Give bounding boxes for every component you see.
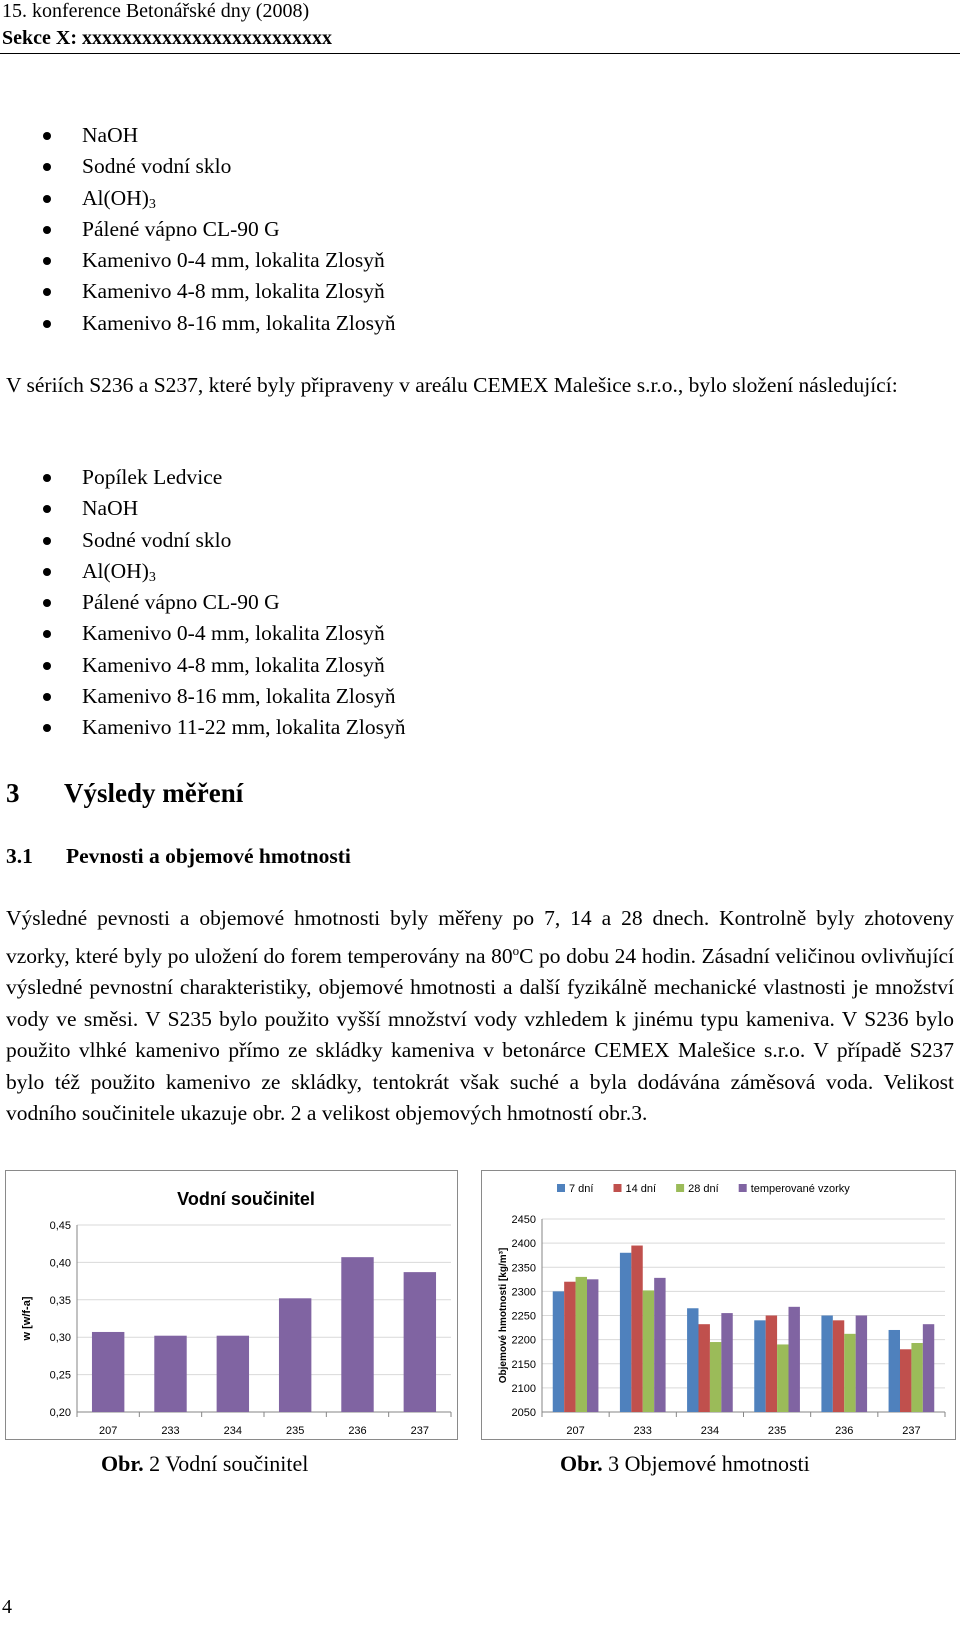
- x-tick-label: 235: [285, 1425, 305, 1437]
- bullet-icon: [43, 288, 51, 296]
- list-item-text: Kamenivo 11-22 mm, lokalita Zlosyň: [82, 715, 406, 740]
- figure-3-number: 3: [608, 1451, 620, 1476]
- bullet-icon: [43, 724, 51, 732]
- y-tick-label: 2450: [511, 1214, 536, 1226]
- list-item-text: Popílek Ledvice: [82, 465, 223, 489]
- list-item: [0, 120, 396, 151]
- bar: [923, 1324, 934, 1412]
- list-item: [0, 245, 396, 276]
- section-header: Sekce X: xxxxxxxxxxxxxxxxxxxxxxxxx: [2, 27, 332, 49]
- subscript: 3: [148, 196, 156, 212]
- bar: [643, 1290, 654, 1412]
- list-item-text: NaOH: [82, 496, 139, 521]
- bullet-icon: [43, 257, 51, 265]
- bar: [654, 1278, 665, 1412]
- bar: [576, 1277, 587, 1412]
- y-tick-label: 0,30: [49, 1332, 71, 1345]
- bar: [721, 1313, 732, 1412]
- density-chart-svg: [482, 1171, 955, 1439]
- x-tick-label: 236: [835, 1425, 854, 1437]
- y-tick-label: 0,25: [49, 1369, 71, 1382]
- x-tick-label: 235: [767, 1425, 787, 1437]
- bar: [553, 1291, 564, 1412]
- bar: [889, 1330, 900, 1412]
- y-axis-label: w [w/f-a]: [21, 1296, 33, 1341]
- subsection-title: Pevnosti a objemové hmotnosti: [66, 844, 351, 868]
- legend-swatch: [614, 1184, 622, 1192]
- section-title: Výsledy měření: [64, 778, 244, 808]
- bar: [564, 1282, 575, 1412]
- bar: [833, 1320, 844, 1412]
- list-item-text: Sodné vodní sklo: [82, 527, 232, 552]
- figure-3-caption: [560, 1451, 810, 1477]
- bar: [154, 1336, 186, 1412]
- section-heading: [6, 778, 243, 809]
- y-tick-label: 2150: [511, 1358, 536, 1371]
- y-tick-label: 2250: [511, 1310, 536, 1323]
- list-item: [0, 183, 396, 214]
- y-tick-label: 2200: [511, 1334, 536, 1347]
- materials-list-2: [0, 462, 405, 744]
- bar: [92, 1332, 124, 1412]
- bar: [754, 1320, 765, 1412]
- figure-2-label: Obr.: [101, 1451, 144, 1476]
- water-ratio-chart-svg: [6, 1171, 457, 1439]
- list-item-text: NaOH: [82, 123, 139, 147]
- bullet-icon: [43, 195, 51, 203]
- section-number: 3: [6, 778, 20, 808]
- bullet-icon: [43, 226, 51, 234]
- legend-label: temperované vzorky: [750, 1183, 850, 1195]
- bar: [856, 1316, 867, 1413]
- list-item: [0, 587, 405, 618]
- bar: [844, 1334, 855, 1412]
- x-tick-label: 207: [566, 1425, 585, 1437]
- y-tick-label: 0,40: [49, 1257, 71, 1270]
- y-tick-label: 2100: [511, 1382, 536, 1395]
- x-tick-label: 233: [161, 1425, 180, 1437]
- list-item-text: Pálené vápno CL-90 G: [82, 216, 280, 241]
- x-tick-label: 234: [223, 1425, 243, 1437]
- y-tick-label: 2350: [511, 1262, 536, 1275]
- figure-2-number: 2: [149, 1451, 161, 1476]
- subscript: 3: [148, 569, 156, 585]
- list-item-text: Kamenivo 4-8 mm, lokalita Zlosyň: [82, 652, 385, 677]
- bar: [279, 1298, 311, 1412]
- list-item: [0, 493, 405, 524]
- figure-2-text: Vodní součinitel: [165, 1451, 309, 1476]
- bar: [404, 1272, 436, 1412]
- conference-header: 15. konference Betonářské dny (2008): [2, 0, 310, 22]
- list-item-text: Kamenivo 0-4 mm, lokalita Zlosyň: [82, 248, 385, 273]
- x-tick-label: 237: [902, 1425, 921, 1437]
- bar: [766, 1316, 777, 1413]
- bar: [217, 1336, 249, 1412]
- bullet-icon: [43, 662, 51, 670]
- results-paragraph: [6, 903, 954, 1130]
- legend-swatch: [557, 1184, 565, 1192]
- list-item: [0, 276, 396, 307]
- y-tick-label: 2300: [511, 1286, 536, 1299]
- list-item-text: Al(OH): [82, 558, 149, 583]
- bar: [821, 1316, 832, 1413]
- y-tick-label: 0,45: [49, 1220, 71, 1232]
- bar: [777, 1344, 788, 1412]
- water-ratio-chart: [5, 1170, 458, 1440]
- x-tick-label: 237: [410, 1425, 430, 1437]
- figure-3-label: Obr.: [560, 1451, 603, 1476]
- bar: [698, 1324, 709, 1412]
- materials-list-1: [0, 120, 396, 339]
- x-tick-label: 234: [700, 1425, 720, 1437]
- legend-label: 7 dní: [569, 1183, 594, 1195]
- bullet-icon: [43, 693, 51, 701]
- bar: [900, 1349, 911, 1412]
- bar: [631, 1246, 642, 1412]
- list-item-text: Kamenivo 4-8 mm, lokalita Zlosyň: [82, 279, 385, 304]
- series-paragraph: V sériích S236 a S237, které byly připraveny v areálu CEMEX Malešice s.r.o., bylo složení následující:: [6, 373, 898, 397]
- y-tick-label: 0,35: [49, 1294, 71, 1307]
- bar: [620, 1253, 631, 1412]
- list-item: [0, 650, 405, 681]
- subsection-number: 3.1: [6, 844, 33, 868]
- legend-swatch: [739, 1184, 747, 1192]
- list-item: [0, 214, 396, 245]
- y-axis-label: Objemové hmotnosti [kg/m³]: [498, 1247, 509, 1384]
- bullet-icon: [43, 474, 51, 482]
- degree-superscript: o: [512, 942, 520, 958]
- x-tick-label: 207: [98, 1425, 118, 1437]
- bullet-icon: [43, 163, 51, 171]
- bar: [587, 1279, 598, 1412]
- figure-3-text: Objemové hmotnosti: [624, 1451, 810, 1476]
- bar: [710, 1342, 721, 1412]
- results-text-2: C po dobu 24 hodin. Zásadní veličinou ovlivňující výsledné pevnostní charakteristiky, objemové hmotnosti a další fyzikálně mechanické vlastnosti je množství vody ve směsi. V S235 bylo použito vyšší množství vody vzhledem k jinému typu kameniva. V S236 bylo použito vlhké kamenivo přímo ze skládky kameniva v betonárce CEMEX Malešice s.r.o. V případě S237 bylo též použito kamenivo ze skládky, tentokrát však suché a byla dodávána záměsová voda. Velikost vodního součinitele ukazuje obr. 2 a velikost objemových hmotností obr.3.: [6, 943, 954, 1126]
- bullet-icon: [43, 537, 51, 545]
- bullet-icon: [43, 505, 51, 513]
- legend-label: 14 dní: [625, 1183, 657, 1195]
- y-tick-label: 2050: [511, 1407, 536, 1419]
- list-item-text: Pálené vápno CL-90 G: [82, 590, 280, 615]
- list-item-text: Al(OH): [82, 185, 149, 210]
- bar: [341, 1257, 373, 1412]
- legend-swatch: [676, 1184, 684, 1192]
- x-tick-label: 236: [348, 1425, 367, 1437]
- list-item: [0, 681, 405, 712]
- density-chart: [481, 1170, 956, 1440]
- list-item: [0, 525, 405, 556]
- bar: [911, 1343, 922, 1412]
- list-item: [0, 556, 405, 587]
- results-text-1: Výsledné pevnosti a objemové hmotnosti byly měřeny po 7, 14 a 28 dnech. Kontrolně byly zhotoveny vzorky, které byly po uložení do forem temperovány na 80: [6, 906, 954, 968]
- list-item: [0, 462, 405, 493]
- list-item-text: Kamenivo 0-4 mm, lokalita Zlosyň: [82, 621, 385, 646]
- legend-label: 28 dní: [688, 1183, 719, 1195]
- bullet-icon: [43, 320, 51, 328]
- header-rule: [0, 53, 960, 54]
- bar: [789, 1307, 800, 1412]
- bullet-icon: [43, 599, 51, 607]
- list-item-text: Kamenivo 8-16 mm, lokalita Zlosyň: [82, 684, 396, 709]
- chart-title: Vodní součinitel: [177, 1189, 315, 1209]
- list-item: [0, 618, 405, 649]
- y-tick-label: 0,20: [49, 1407, 71, 1419]
- list-item: [0, 712, 405, 743]
- list-item-text: Kamenivo 8-16 mm, lokalita Zlosyň: [82, 310, 396, 335]
- bullet-icon: [43, 568, 51, 576]
- subsection-heading: [6, 844, 351, 869]
- bullet-icon: [43, 132, 51, 140]
- list-item: [0, 308, 396, 339]
- y-tick-label: 2400: [511, 1238, 536, 1251]
- figure-2-caption: [101, 1451, 308, 1477]
- bullet-icon: [43, 630, 51, 638]
- bar: [687, 1308, 698, 1412]
- x-tick-label: 233: [633, 1425, 652, 1437]
- page-number: 4: [2, 1596, 12, 1618]
- list-item-text: Sodné vodní sklo: [82, 154, 232, 179]
- list-item: [0, 151, 396, 182]
